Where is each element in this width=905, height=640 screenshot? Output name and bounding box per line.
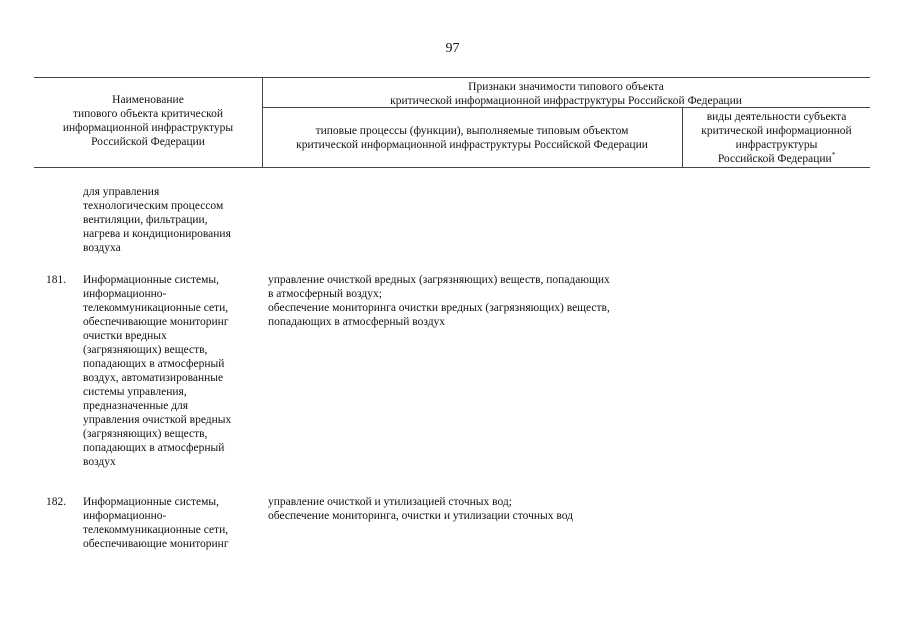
- footnote-mark: *: [831, 151, 836, 160]
- row-number: 181.: [46, 274, 67, 286]
- table-row-name: Информационные системы, информационно- телекоммуникационные сети, обеспечивающие мониторинг: [83, 496, 229, 550]
- table-row-name: для управления технологическим процессом вентиляции, фильтрации, нагрева и кондиционирования воздуха: [83, 186, 231, 254]
- header-object-name: Наименование типового объекта критической информационной инфраструктуры Российской Федерации: [62, 94, 234, 148]
- table-row-name: Информационные системы, информационно- телекоммуникационные сети, обеспечивающие мониторинг очистки вредных (загрязняющих) веществ, попадающих в атмосферный воздух, автоматизированные системы управления, предназначенные для управления очисткой вредных (загрязняющих) веществ, попадающих в атмосферный воздух: [83, 274, 232, 468]
- row-number: 182.: [46, 496, 67, 508]
- header-typical-processes: типовые процессы (функции), выполняемые типовым объектом критической информационной инфраструктуры Российской Федерации: [296, 125, 648, 151]
- header-bottom-rule: [34, 167, 870, 168]
- table-row-processes: управление очисткой и утилизацией сточных вод; обеспечение мониторинга, очистки и утилизации сточных вод: [268, 496, 573, 522]
- table-top-rule: [34, 77, 870, 78]
- table-row-processes: управление очисткой вредных (загрязняющих) веществ, попадающих в атмосферный воздух; обеспечение мониторинга очистки вредных (загрязняющих) веществ, попадающих в атмосферный воздух: [268, 274, 610, 328]
- header-activity-types: виды деятельности субъекта критической информационной инфраструктуры Российской Федерации*: [701, 111, 852, 165]
- header-significance-group: Признаки значимости типового объекта критической информационной инфраструктуры Российской Федерации: [390, 81, 742, 107]
- page-number: 97: [445, 41, 460, 56]
